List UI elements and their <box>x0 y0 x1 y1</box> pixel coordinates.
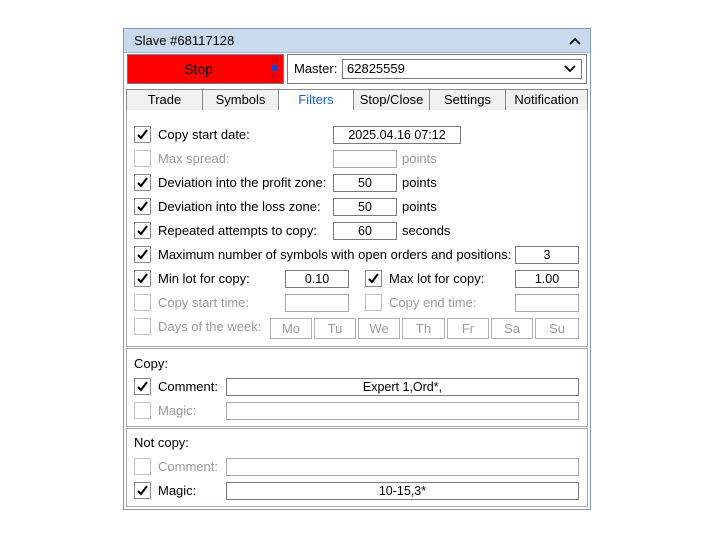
copy-start-date-checkbox[interactable] <box>134 126 151 143</box>
max-spread-unit: points <box>402 151 437 166</box>
tab-stop-close[interactable]: Stop/Close <box>353 89 430 111</box>
master-label: Master: <box>294 61 338 76</box>
repeated-attempts-unit: seconds <box>402 223 451 238</box>
day-button-fr[interactable]: Fr <box>447 318 489 339</box>
tab-symbols[interactable]: Symbols <box>202 89 279 111</box>
not-copy-comment-label: Comment: <box>158 459 218 474</box>
collapse-chevron-icon[interactable] <box>566 32 584 50</box>
repeated-attempts-checkbox[interactable] <box>134 222 151 239</box>
copy-comment-checkbox[interactable] <box>134 378 151 395</box>
days-of-week-checkbox[interactable] <box>134 318 151 335</box>
window-title: Slave #68117128 <box>134 33 235 48</box>
max-lot-label: Max lot for copy: <box>389 271 485 286</box>
repeated-attempts-label: Repeated attempts to copy: <box>158 223 317 238</box>
day-button-tu[interactable]: Tu <box>314 318 356 339</box>
copy-end-time-label: Copy end time: <box>389 295 477 310</box>
repeated-attempts-input[interactable]: 60 <box>333 222 397 240</box>
copy-start-time-label: Copy start time: <box>158 295 250 310</box>
tab-filters[interactable]: Filters <box>278 89 354 111</box>
deviation-loss-label: Deviation into the loss zone: <box>158 199 321 214</box>
day-button-mo[interactable]: Mo <box>270 318 312 339</box>
max-spread-label: Max spread: <box>158 151 230 166</box>
not-copy-magic-input[interactable]: 10-15,3* <box>226 482 579 500</box>
day-button-we[interactable]: We <box>358 318 400 339</box>
max-symbols-checkbox[interactable] <box>134 246 151 263</box>
copy-start-date-label: Copy start date: <box>158 127 250 142</box>
status-indicator-red <box>272 57 278 63</box>
deviation-profit-checkbox[interactable] <box>134 174 151 191</box>
copy-magic-label: Magic: <box>158 403 197 418</box>
copy-comment-input[interactable]: Expert 1,Ord*, <box>226 378 579 396</box>
copy-start-time-input[interactable] <box>285 294 349 312</box>
deviation-profit-label: Deviation into the profit zone: <box>158 175 327 190</box>
master-select[interactable]: 62825559 <box>342 59 582 79</box>
deviation-profit-input[interactable]: 50 <box>333 174 397 192</box>
copy-magic-checkbox[interactable] <box>134 402 151 419</box>
tab-notification[interactable]: Notification <box>505 89 588 111</box>
not-copy-comment-checkbox[interactable] <box>134 458 151 475</box>
min-lot-label: Min lot for copy: <box>158 271 250 286</box>
copy-end-time-input[interactable] <box>515 294 579 312</box>
not-copy-comment-input[interactable] <box>226 458 579 476</box>
status-indicator-blue <box>272 65 278 71</box>
max-spread-checkbox[interactable] <box>134 150 151 167</box>
not-copy-magic-checkbox[interactable] <box>134 482 151 499</box>
deviation-loss-input[interactable]: 50 <box>333 198 397 216</box>
copy-start-time-checkbox[interactable] <box>134 294 151 311</box>
copy-comment-label: Comment: <box>158 379 218 394</box>
min-lot-input[interactable]: 0.10 <box>285 270 349 288</box>
min-lot-checkbox[interactable] <box>134 270 151 287</box>
day-button-su[interactable]: Su <box>535 318 579 339</box>
day-button-th[interactable]: Th <box>402 318 445 339</box>
max-lot-checkbox[interactable] <box>365 270 382 287</box>
tab-settings[interactable]: Settings <box>429 89 506 111</box>
status-indicator-red-2 <box>272 73 278 79</box>
deviation-loss-checkbox[interactable] <box>134 198 151 215</box>
tab-trade[interactable]: Trade <box>126 89 203 111</box>
copy-magic-input[interactable] <box>226 402 579 420</box>
copy-section-title: Copy: <box>134 356 168 371</box>
max-symbols-label: Maximum number of symbols with open orders and positions: <box>158 247 512 262</box>
day-button-sa[interactable]: Sa <box>491 318 533 339</box>
copy-start-date-input[interactable]: 2025.04.16 07:12 <box>333 126 461 144</box>
chevron-down-icon[interactable] <box>563 62 577 76</box>
deviation-profit-unit: points <box>402 175 437 190</box>
days-of-week-label: Days of the week: <box>158 319 262 334</box>
stop-button[interactable]: Stop <box>127 54 284 84</box>
not-copy-magic-label: Magic: <box>158 483 197 498</box>
max-symbols-input[interactable]: 3 <box>515 246 579 264</box>
not-copy-section-title: Not copy: <box>134 435 189 450</box>
max-lot-input[interactable]: 1.00 <box>515 270 579 288</box>
deviation-loss-unit: points <box>402 199 437 214</box>
copy-end-time-checkbox[interactable] <box>365 294 382 311</box>
max-spread-input[interactable] <box>333 150 397 168</box>
